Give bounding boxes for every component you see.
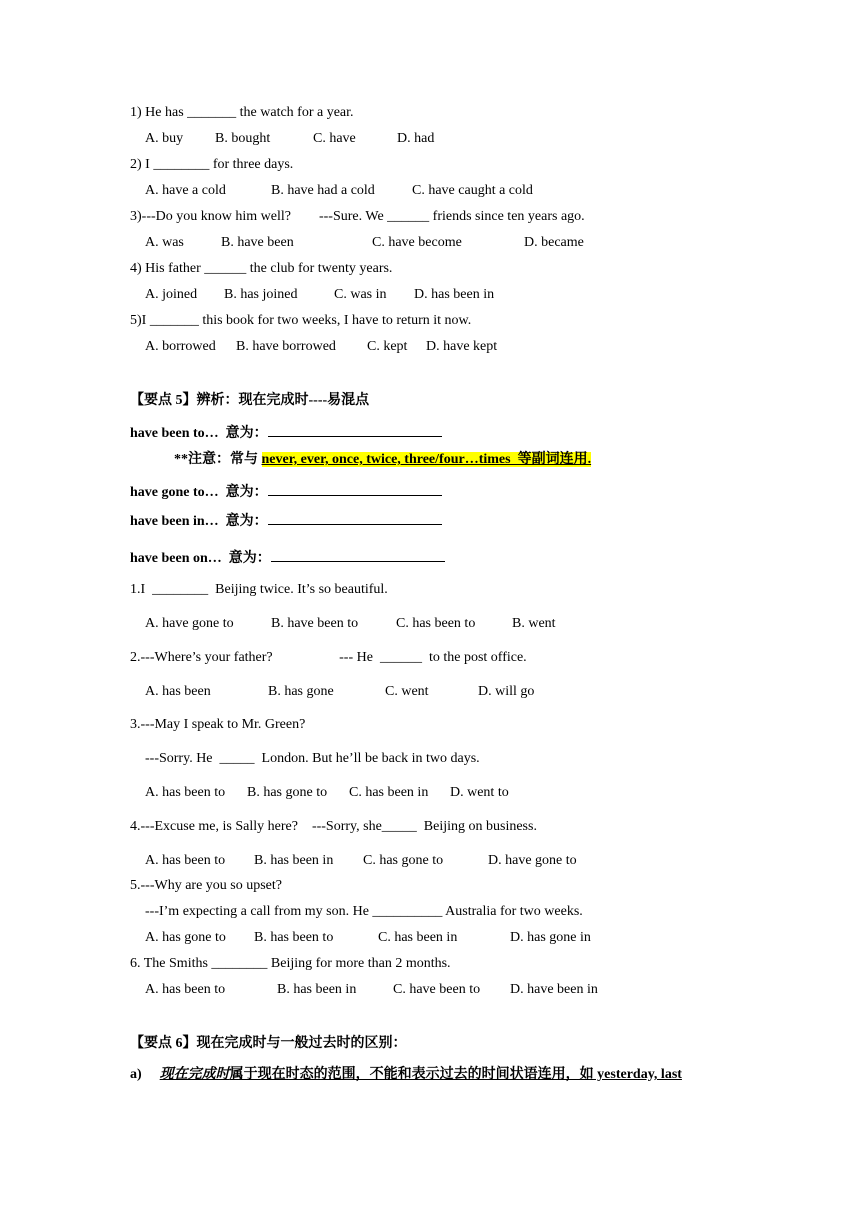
phrase-label: have been on… 意为： [130,551,271,566]
note-highlight: never, ever, once, twice, three/four…times 等副词连用. [261,452,592,467]
option: B. have borrowed [236,339,336,354]
option: A. was [145,235,184,250]
question-4-2-stem: 2) I ________ for three days. [130,157,294,172]
item-a-term: 现在完成时 [159,1067,230,1082]
section-5-heading: 【要点 5】辨析：现在完成时----易混点 [130,393,370,408]
option: D. will go [478,684,535,699]
option: C. have caught a cold [412,183,533,198]
option: A. borrowed [145,339,216,354]
question-4-5-stem: 5)I _______ this book for two weeks, I have to return it now. [130,313,472,328]
question-5-5-reply: ---I’m expecting a call from my son. He __________ Australia for two weeks. [145,904,583,919]
option: B. went [512,616,556,631]
question-5-4-stem: 4.---Excuse me, is Sally here? ---Sorry, she_____ Beijing on business. [130,819,537,834]
option: C. has been in [349,785,429,800]
option: D. became [524,235,584,250]
question-5-2-stem: 2.---Where’s your father? --- He ______ to the post office. [130,650,527,665]
item-marker: a) [130,1067,142,1082]
section-6-item-a [130,1066,682,1084]
question-5-3-reply: ---Sorry. He _____ London. But he’ll be back in two days. [145,751,480,766]
option: A. buy [145,131,184,146]
phrase-have-been-on [130,547,445,568]
option: B. bought [215,131,271,146]
answer-blank [268,510,442,525]
option: A. has been to [145,982,226,997]
option: D. have been in [510,982,598,997]
phrase-have-been-in [130,510,442,531]
answer-blank [268,422,442,437]
option: A. have a cold [145,183,226,198]
phrase-have-gone-to [130,481,442,502]
question-5-5-stem: 5.---Why are you so upset? [130,878,283,893]
question-4-3-stem: 3)---Do you know him well? ---Sure. We ______ friends since ten years ago. [130,209,585,224]
option: C. have become [372,235,462,250]
option: A. have gone to [145,616,234,631]
answer-blank [271,547,445,562]
option: C. kept [367,339,408,354]
question-4-4-stem: 4) His father ______ the club for twenty years. [130,261,393,276]
usage-note [174,451,591,469]
option: A. has been [145,684,211,699]
phrase-label: have been to… 意为： [130,426,268,441]
option: B. has been in [277,982,357,997]
option: B. have had a cold [271,183,375,198]
phrase-label: have been in… 意为： [130,514,268,529]
option: C. has been to [396,616,476,631]
option: C. went [385,684,429,699]
option: B. has been to [254,930,334,945]
option: C. has been in [378,930,458,945]
phrase-have-been-to [130,422,442,443]
option: B. has been in [254,853,334,868]
option: C. have [313,131,356,146]
option: D. have gone to [488,853,577,868]
answer-blank [268,481,442,496]
option: A. joined [145,287,198,302]
option: A. has been to [145,785,226,800]
question-5-3-stem: 3.---May I speak to Mr. Green? [130,717,306,732]
question-5-1-stem: 1.I ________ Beijing twice. It’s so beautiful. [130,582,388,597]
option: A. has gone to [145,930,226,945]
option: D. has been in [414,287,495,302]
question-5-6-stem: 6. The Smiths ________ Beijing for more than 2 months. [130,956,451,971]
option: B. has gone [268,684,334,699]
option: C. was in [334,287,387,302]
option: D. has gone in [510,930,591,945]
option: A. has been to [145,853,226,868]
option: C. have been to [393,982,481,997]
option: B. has joined [224,287,298,302]
option: D. have kept [426,339,498,354]
phrase-label: have gone to… 意为： [130,485,268,500]
item-a-text: 属于现在时态的范围，不能和表示过去的时间状语连用，如 yesterday, last [229,1067,682,1082]
option: D. had [397,131,435,146]
option: C. has gone to [363,853,444,868]
section-6-heading: 【要点 6】现在完成时与一般过去时的区别： [130,1036,407,1051]
note-prefix: **注意：常与 [174,452,262,467]
option: B. have been to [271,616,359,631]
question-4-1-stem: 1) He has _______ the watch for a year. [130,105,354,120]
option: B. has gone to [247,785,328,800]
option: D. went to [450,785,509,800]
option: B. have been [221,235,294,250]
